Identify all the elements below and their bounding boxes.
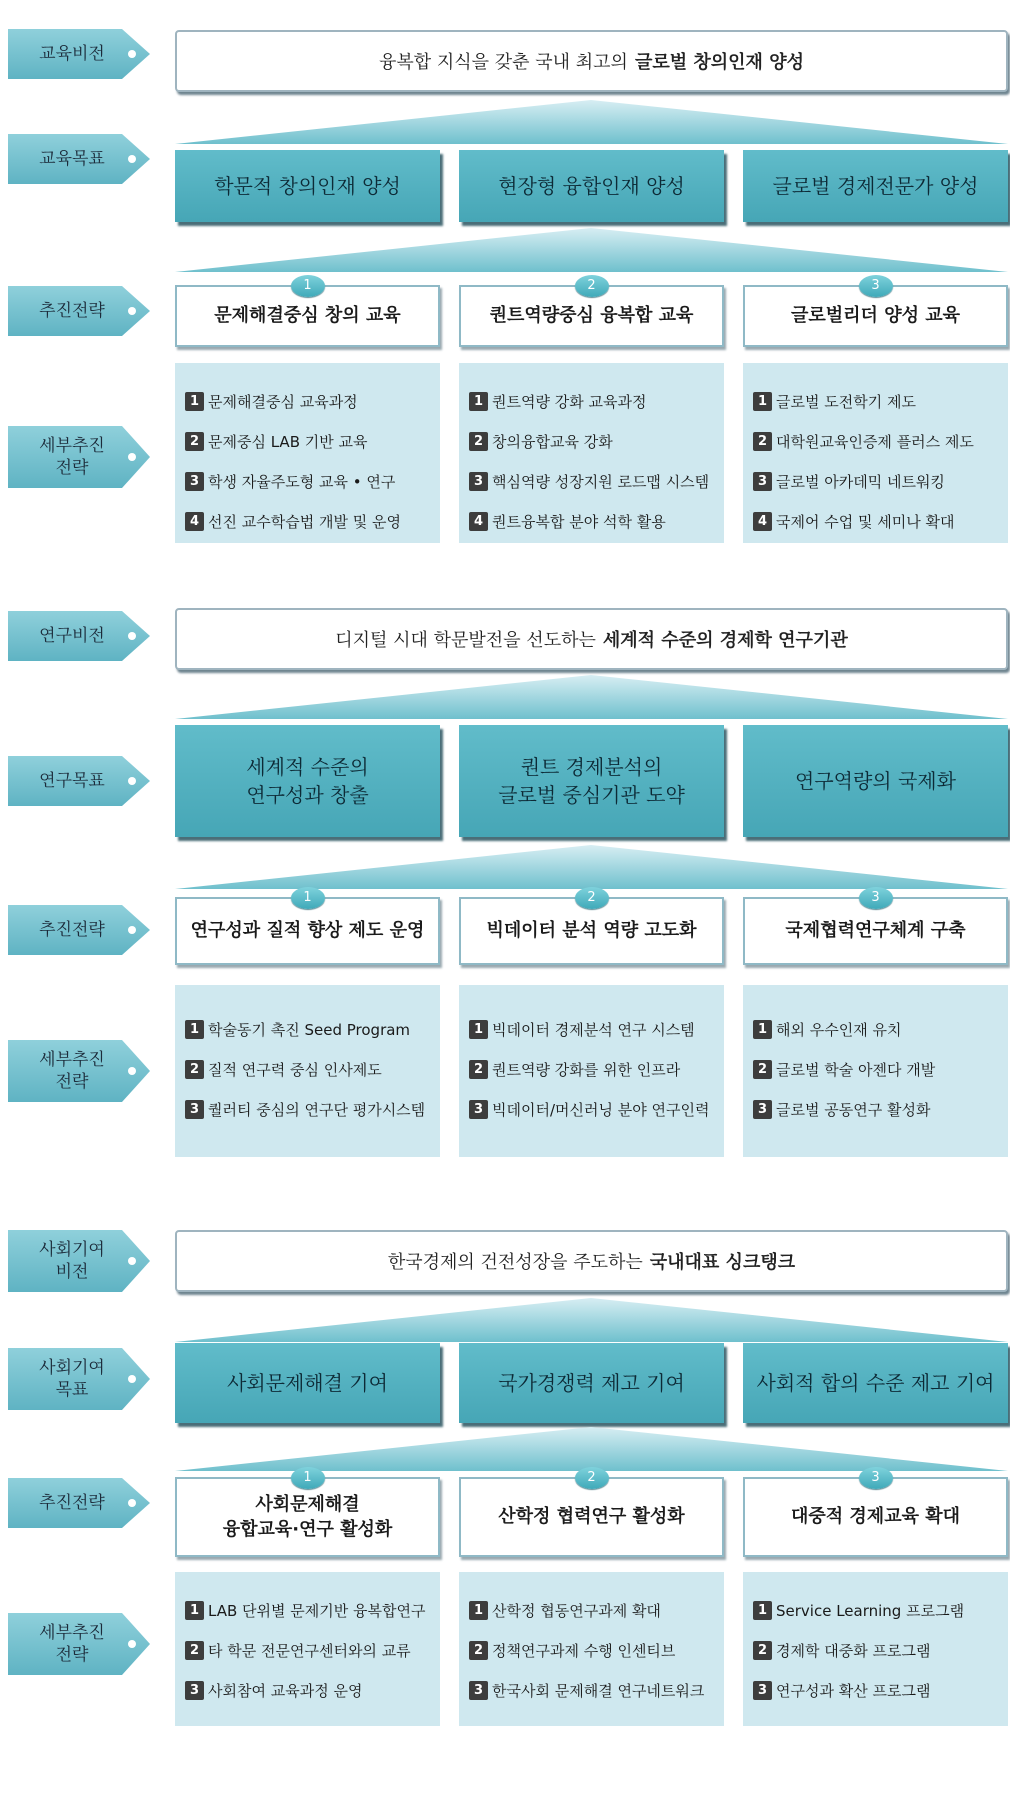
- list-item: [175, 1630, 440, 1670]
- list-item: [175, 1670, 440, 1710]
- list-item: [459, 461, 724, 501]
- item-number: 2: [469, 1641, 488, 1660]
- strategy-label: 사회문제해결 융합교육·연구 활성화: [222, 1493, 393, 1540]
- list-item: [175, 421, 440, 461]
- item-number: 1: [753, 1020, 772, 1039]
- list-item: [175, 1089, 440, 1129]
- list-item: [459, 421, 724, 461]
- vision-bold-text: 세계적 수준의 경제학 연구기관: [602, 630, 848, 651]
- research-strategy-tag: [4, 901, 154, 959]
- vision-text: 융복합 지식을 갖춘 국내 최고의: [379, 52, 628, 73]
- item-number: 4: [753, 512, 772, 531]
- research-vision-box: [175, 608, 1008, 670]
- item-number: 1: [753, 1601, 772, 1620]
- education-goal-2: 현장형 융합인재 양성: [459, 150, 724, 222]
- research-goal-1: 세계적 수준의 연구성과 창출: [175, 725, 440, 837]
- item-text: 대학원교육인증제 플러스 제도: [776, 432, 974, 451]
- tag-label: 추진전략: [39, 300, 105, 321]
- social-detail-list-1: [175, 1572, 440, 1726]
- social-strategy-1: [175, 1469, 440, 1557]
- strategy-label: 글로벌리더 양성 교육: [790, 305, 961, 327]
- education-goal-3: 글로벌 경제전문가 양성: [743, 150, 1008, 222]
- item-text: 퀀트역량 강화를 위한 인프라: [492, 1060, 681, 1079]
- education-detail-list-3: [743, 363, 1008, 543]
- strategy-label: 국제협력연구체계 구축: [785, 920, 966, 942]
- research-strategy-2: [459, 889, 724, 965]
- strategy-label: 빅데이터 분석 역량 고도화: [486, 920, 697, 942]
- list-item: [175, 1590, 440, 1630]
- item-number: 3: [185, 472, 204, 491]
- item-number: 3: [469, 1681, 488, 1700]
- list-item: [459, 1089, 724, 1129]
- research-detail-tag: [4, 1036, 154, 1106]
- item-text: 정책연구과제 수행 인센티브: [492, 1641, 676, 1660]
- item-number: 1: [185, 1601, 204, 1620]
- item-text: 학생 자율주도형 교육 • 연구: [208, 472, 396, 491]
- item-number: 2: [753, 432, 772, 451]
- education-detail-tag: [4, 422, 154, 492]
- item-number: 2: [185, 1641, 204, 1660]
- strategy-number-badge: 1: [291, 1467, 325, 1489]
- list-item: [743, 421, 1008, 461]
- tag-label: 교육비전: [39, 43, 105, 64]
- strategy-number-badge: 2: [575, 887, 609, 909]
- item-number: 2: [185, 432, 204, 451]
- social-vision-tag: [4, 1226, 154, 1296]
- strategy-number-badge: 3: [859, 275, 893, 297]
- item-number: 3: [469, 472, 488, 491]
- strategy-label: 대중적 경제교육 확대: [790, 1506, 961, 1528]
- vision-bold-text: 국내대표 싱크탱크: [649, 1252, 796, 1273]
- research-detail-list-3: [743, 985, 1008, 1157]
- item-number: 3: [469, 1100, 488, 1119]
- list-item: [743, 1089, 1008, 1129]
- tag-label: 추진전략: [39, 919, 105, 940]
- roof-divider: [175, 1427, 1008, 1471]
- research-detail-list-1: [175, 985, 440, 1157]
- social-goal-tag: [4, 1344, 154, 1414]
- strategy-label: 산학정 협력연구 활성화: [498, 1506, 685, 1528]
- strategy-label: 연구성과 질적 향상 제도 운영: [190, 920, 425, 942]
- social-vision-box: [175, 1230, 1008, 1292]
- item-text: 글로벌 도전학기 제도: [776, 392, 916, 411]
- education-detail-list-2: [459, 363, 724, 543]
- list-item: [459, 1630, 724, 1670]
- social-detail-list-3: [743, 1572, 1008, 1726]
- strategy-label: 문제해결중심 창의 교육: [214, 305, 401, 327]
- list-item: [743, 1049, 1008, 1089]
- strategy-number-badge: 2: [575, 1467, 609, 1489]
- research-goal-3: 연구역량의 국제화: [743, 725, 1008, 837]
- item-number: 2: [185, 1060, 204, 1079]
- item-text: 퀄러티 중심의 연구단 평가시스템: [208, 1100, 426, 1119]
- list-item: [743, 1009, 1008, 1049]
- vision-text: 디지털 시대 학문발전을 선도하는: [335, 630, 596, 651]
- list-item: [459, 1049, 724, 1089]
- item-text: 경제학 대중화 프로그램: [776, 1641, 931, 1660]
- item-text: 한국사회 문제해결 연구네트워크: [492, 1681, 705, 1700]
- education-goal-1: 학문적 창의인재 양성: [175, 150, 440, 222]
- item-number: 2: [753, 1060, 772, 1079]
- list-item: [743, 501, 1008, 541]
- item-number: 1: [185, 1020, 204, 1039]
- roof-divider: [175, 1298, 1008, 1342]
- tag-label: 세부추진 전략: [39, 1622, 105, 1665]
- education-vision-tag: [4, 25, 154, 83]
- roof-divider: [175, 228, 1008, 272]
- item-text: 국제어 수업 및 세미나 확대: [776, 512, 955, 531]
- list-item: [459, 1670, 724, 1710]
- research-goal-2: 퀀트 경제분석의 글로벌 중심기관 도약: [459, 725, 724, 837]
- item-number: 1: [469, 1020, 488, 1039]
- list-item: [175, 1009, 440, 1049]
- strategy-number-badge: 1: [291, 275, 325, 297]
- strategy-number-badge: 2: [575, 275, 609, 297]
- item-number: 3: [753, 472, 772, 491]
- list-item: [459, 501, 724, 541]
- social-detail-list-2: [459, 1572, 724, 1726]
- social-strategy-tag: [4, 1474, 154, 1532]
- strategy-number-badge: 1: [291, 887, 325, 909]
- item-text: LAB 단위별 문제기반 융복합연구: [208, 1601, 426, 1620]
- strategy-label: 퀀트역량중심 융복합 교육: [489, 305, 694, 327]
- item-number: 1: [469, 1601, 488, 1620]
- list-item: [459, 1590, 724, 1630]
- roof-divider: [175, 675, 1008, 719]
- item-text: 선진 교수학습법 개발 및 운영: [208, 512, 401, 531]
- vision-bold-text: 글로벌 창의인재 양성: [634, 52, 804, 73]
- list-item: [459, 381, 724, 421]
- item-number: 3: [753, 1681, 772, 1700]
- roof-divider: [175, 100, 1008, 144]
- item-text: 퀀트융복합 분야 석학 활용: [492, 512, 666, 531]
- social-detail-tag: [4, 1609, 154, 1679]
- item-number: 3: [185, 1681, 204, 1700]
- item-text: 타 학문 전문연구센터와의 교류: [208, 1641, 411, 1660]
- list-item: [459, 1009, 724, 1049]
- item-text: Service Learning 프로그램: [776, 1601, 965, 1620]
- list-item: [743, 1590, 1008, 1630]
- tag-label: 세부추진 전략: [39, 1049, 105, 1092]
- item-text: 글로벌 아카데믹 네트워킹: [776, 472, 945, 491]
- social-goal-1: 사회문제해결 기여: [175, 1343, 440, 1423]
- list-item: [743, 461, 1008, 501]
- item-number: 1: [185, 392, 204, 411]
- tag-label: 사회기여 목표: [39, 1357, 105, 1400]
- item-text: 창의융합교육 강화: [492, 432, 613, 451]
- item-number: 3: [185, 1100, 204, 1119]
- item-text: 글로벌 학술 아젠다 개발: [776, 1060, 936, 1079]
- item-text: 문제중심 LAB 기반 교육: [208, 432, 368, 451]
- item-text: 빅데이터/머신러닝 분야 연구인력: [492, 1100, 710, 1119]
- vision-text: 한국경제의 건전성장을 주도하는: [387, 1252, 643, 1273]
- tag-label: 연구비전: [39, 625, 105, 646]
- research-goal-tag: [4, 752, 154, 810]
- research-vision-tag: [4, 607, 154, 665]
- item-number: 3: [753, 1100, 772, 1119]
- item-text: 사회참여 교육과정 운영: [208, 1681, 363, 1700]
- item-text: 핵심역량 성장지원 로드맵 시스템: [492, 472, 710, 491]
- item-text: 연구성과 확산 프로그램: [776, 1681, 931, 1700]
- education-vision-box: [175, 30, 1008, 92]
- item-text: 문제해결중심 교육과정: [208, 392, 358, 411]
- item-text: 학술동기 촉진 Seed Program: [208, 1020, 411, 1039]
- research-detail-list-2: [459, 985, 724, 1157]
- item-text: 퀀트역량 강화 교육과정: [492, 392, 647, 411]
- item-number: 1: [469, 392, 488, 411]
- strategy-number-badge: 3: [859, 887, 893, 909]
- tag-label: 연구목표: [39, 770, 105, 791]
- item-text: 해외 우수인재 유치: [776, 1020, 902, 1039]
- research-strategy-1: [175, 889, 440, 965]
- item-number: 2: [469, 1060, 488, 1079]
- item-text: 글로벌 공동연구 활성화: [776, 1100, 931, 1119]
- social-goal-2: 국가경쟁력 제고 기여: [459, 1343, 724, 1423]
- tag-label: 추진전략: [39, 1492, 105, 1513]
- list-item: [743, 1630, 1008, 1670]
- social-strategy-2: [459, 1469, 724, 1557]
- list-item: [175, 501, 440, 541]
- tag-label: 세부추진 전략: [39, 435, 105, 478]
- research-strategy-3: [743, 889, 1008, 965]
- item-number: 2: [753, 1641, 772, 1660]
- item-text: 질적 연구력 중심 인사제도: [208, 1060, 382, 1079]
- roof-divider: [175, 845, 1008, 889]
- education-strategy-3: [743, 277, 1008, 347]
- list-item: [175, 1049, 440, 1089]
- item-text: 산학정 협동연구과제 확대: [492, 1601, 661, 1620]
- list-item: [743, 1670, 1008, 1710]
- social-goal-3: 사회적 합의 수준 제고 기여: [743, 1343, 1008, 1423]
- item-number: 2: [469, 432, 488, 451]
- education-detail-list-1: [175, 363, 440, 543]
- education-strategy-tag: [4, 282, 154, 340]
- item-text: 빅데이터 경제분석 연구 시스템: [492, 1020, 695, 1039]
- education-strategy-1: [175, 277, 440, 347]
- social-strategy-3: [743, 1469, 1008, 1557]
- tag-label: 교육목표: [39, 148, 105, 169]
- tag-label: 사회기여 비전: [39, 1239, 105, 1282]
- list-item: [743, 381, 1008, 421]
- education-goal-tag: [4, 130, 154, 188]
- list-item: [175, 461, 440, 501]
- item-number: 1: [753, 392, 772, 411]
- education-strategy-2: [459, 277, 724, 347]
- item-number: 4: [469, 512, 488, 531]
- strategy-number-badge: 3: [859, 1467, 893, 1489]
- list-item: [175, 381, 440, 421]
- item-number: 4: [185, 512, 204, 531]
